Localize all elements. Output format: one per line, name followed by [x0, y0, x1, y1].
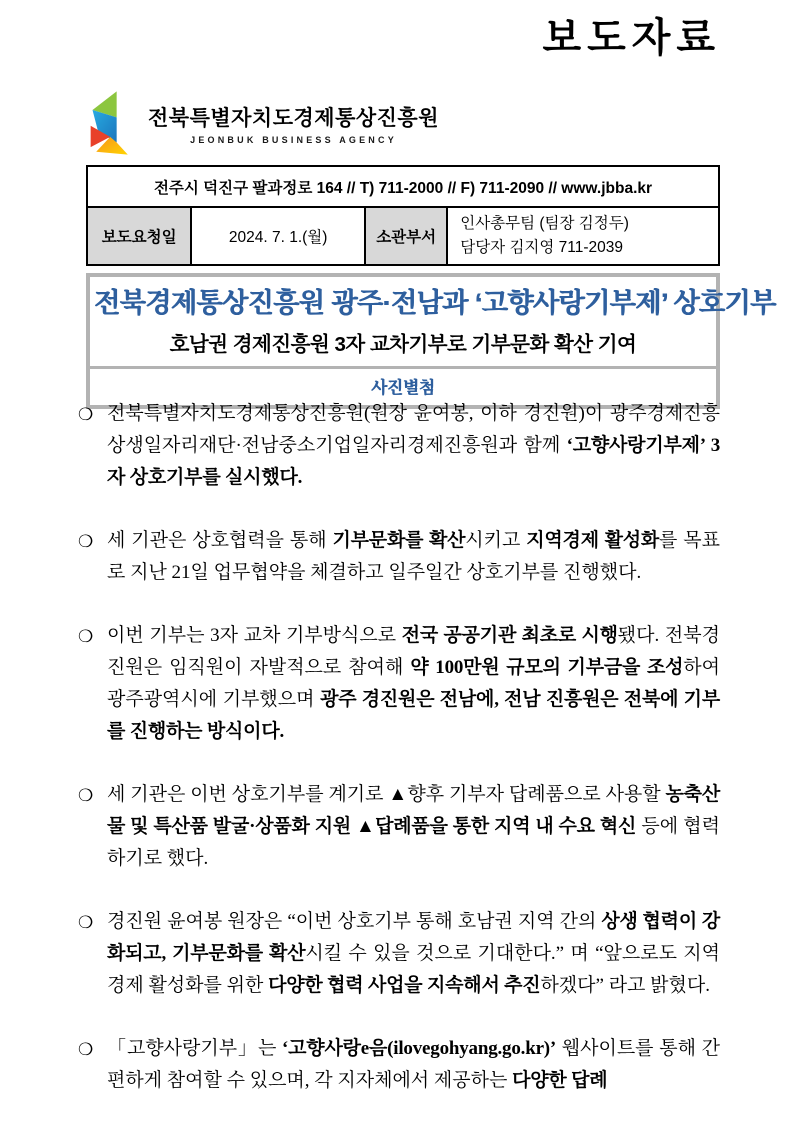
address-contact-bar: 전주시 덕진구 팔과정로 164 // T) 711-2000 // F) 711-2090 // www.jbba.kr — [86, 165, 720, 208]
paragraph-text: 경진원 윤여봉 원장은 “이번 상호기부 통해 호남권 지역 간의 상생 협력이 강화되고, 기부문화를 확산시킬 수 있을 것으로 기대한다.” 며 “앞으로도 지역경제 활성화를 위한 다양한 협력 사업을 지속해서 추진하겠다” 라고 밝혔다. — [107, 911, 720, 996]
bullet-marker: ❍ — [78, 532, 94, 551]
bullet-marker: ❍ — [78, 627, 94, 646]
agency-logo-text — [148, 102, 439, 145]
paragraph-text: 세 기관은 이번 상호기부를 계기로 ▲향후 기부자 답례품으로 사용할 농축산물 및 특산품 발굴·상품화 지원 ▲답례품을 통한 지역 내 수요 혁신 등에 협력하기로 했다. — [107, 784, 721, 869]
bullet-marker: ❍ — [78, 405, 94, 424]
bullet-marker: ❍ — [78, 913, 94, 932]
body-paragraphs — [78, 398, 720, 1121]
headline-title: 전북경제통상진흥원 광주·전남과 ‘고향사랑기부제’ 상호기부 — [94, 288, 776, 318]
agency-name-english: JEONBUK BUSINESS AGENCY — [190, 134, 397, 145]
department-contact — [447, 207, 719, 265]
paragraph — [78, 620, 720, 748]
photo-attached-badge: 사진별첨 — [371, 378, 435, 397]
department-team: 인사총무팀 (팀장 김정두) — [460, 215, 629, 232]
department-label: 소관부서 — [365, 207, 447, 265]
paragraph-text: 전북특별자치도경제통상진흥원(원장 윤여봉, 이하 경진원)이 광주경제진흥상생일자리재단·전남중소기업일자리경제진흥원과 함께 ‘고향사랑기부제’ 3자 상호기부를 실시했다. — [107, 403, 720, 488]
paragraph — [78, 906, 720, 1002]
paragraph-text: 「고향사랑기부」는 ‘고향사랑e음(ilovegohyang.go.kr)’ 웹사이트를 통해 간편하게 참여할 수 있으며, 각 지자체에서 제공하는 다양한 답례 — [107, 1038, 720, 1091]
paragraph-text: 세 기관은 상호협력을 통해 기부문화를 확산시키고 지역경제 활성화를 목표로 지난 21일 업무협약을 체결하고 일주일간 상호기부를 진행했다. — [107, 530, 720, 583]
paragraph-text: 이번 기부는 3자 교차 기부방식으로 전국 공공기관 최초로 시행됐다. 전북경진원은 임직원이 자발적으로 참여해 약 100만원 규모의 기부금을 조성하여 광주광역시에 기부했으며 광주 경진원은 전남에, 전남 진흥원은 전북에 기부를 진행하는 방식이다. — [107, 625, 721, 742]
paragraph — [78, 398, 720, 494]
headline-box — [86, 273, 776, 409]
agency-name-korean: 전북특별자치도경제통상진흥원 — [148, 106, 440, 130]
document-type-title: 보도자료 — [542, 16, 721, 60]
agency-logo-icon — [86, 88, 138, 158]
paragraph — [78, 779, 720, 875]
header-info-boxes — [86, 165, 720, 266]
request-date-value: 2024. 7. 1.(월) — [191, 207, 365, 265]
paragraph — [78, 525, 720, 589]
department-person: 담당자 김지영 711-2039 — [460, 239, 624, 257]
paragraph — [78, 1033, 720, 1097]
headline-subtitle: 호남권 경제진흥원 3자 교차기부로 기부문화 확산 기여 — [169, 332, 637, 356]
agency-logo — [86, 88, 439, 158]
press-info-table — [86, 206, 720, 266]
bullet-marker: ❍ — [78, 1040, 94, 1059]
headline-main — [90, 277, 776, 366]
bullet-marker: ❍ — [78, 786, 94, 805]
request-date-label: 보도요청일 — [87, 207, 191, 265]
table-row — [87, 207, 719, 265]
